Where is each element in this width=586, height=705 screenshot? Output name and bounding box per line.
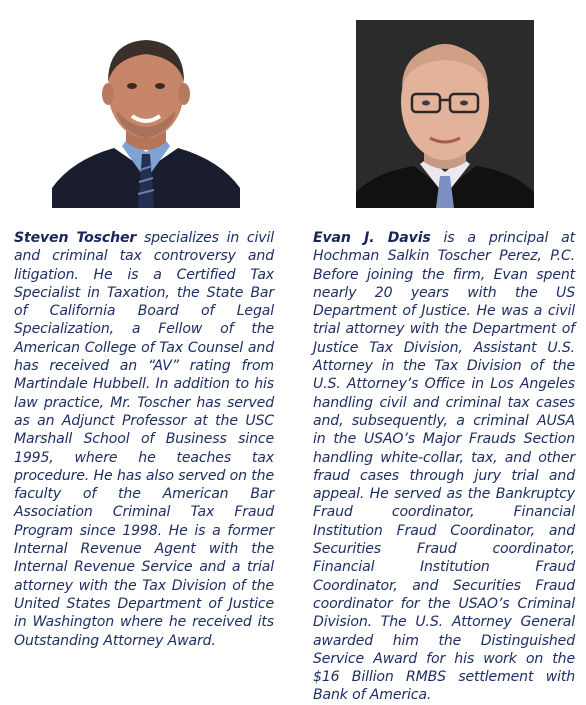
portrait-evan-davis bbox=[356, 20, 534, 208]
portrait-steven-toscher-image bbox=[52, 20, 240, 208]
bio-evan-davis bbox=[313, 229, 575, 705]
portrait-steven-toscher bbox=[52, 20, 240, 208]
portrait-evan-davis-image bbox=[356, 20, 534, 208]
bio-text-evan-davis: is a principal at Hochman Salkin Toscher Perez, P.C. Before joining the firm, Evan spent nearly 20 years with the US Department of Justice. He was a civil trial attorney with the Department of Justice Tax Division, Assistant U.S. Attorney in the Tax Division of the U.S. Attorney’s Office in Los Angeles handling civil and criminal tax cases and, subsequently, a criminal AUSA in the USAO’s Major Frauds Section handling white-collar, tax, and other fraud cases through jury trial and appeal. He served as the Bankruptcy Fraud coordinator, Financial Institution Fraud Coordinator, and Securities Fraud coordinator, Financial Institution Fraud Coordinator, and Securities Fraud coordinator for the USAO’s Criminal Division. The U.S. Attorney General awarded him the Distinguished Service Award for his work on the $16 Billion RMBS settlement with Bank of America. bbox=[313, 230, 576, 704]
bio-text-steven-toscher: specializes in civil and criminal tax controversy and litigation. He is a Certified Tax Specialist in Taxation, the State Bar of California Board of Legal Specialization, a Fellow of the American College of Tax Counsel and has received an “AV” rating from Martindale Hubbell. In addition to his law practice, Mr. Toscher has served as an Adjunct Professor at the USC Marshall School of Business since 1995, where he teaches tax procedure. He has also served on the faculty of the American Bar Association Criminal Tax Fraud Program since 1998. He is a former Internal Revenue Agent with the Internal Revenue Service and a trial attorney with the Tax Division of the United States Department of Justice in Washington where he received its Outstanding Attorney Award. bbox=[14, 230, 274, 649]
bio-name-steven-toscher: Steven Toscher bbox=[14, 230, 137, 246]
bio-name-evan-davis: Evan J. Davis bbox=[313, 230, 431, 246]
bio-steven-toscher bbox=[14, 229, 274, 650]
